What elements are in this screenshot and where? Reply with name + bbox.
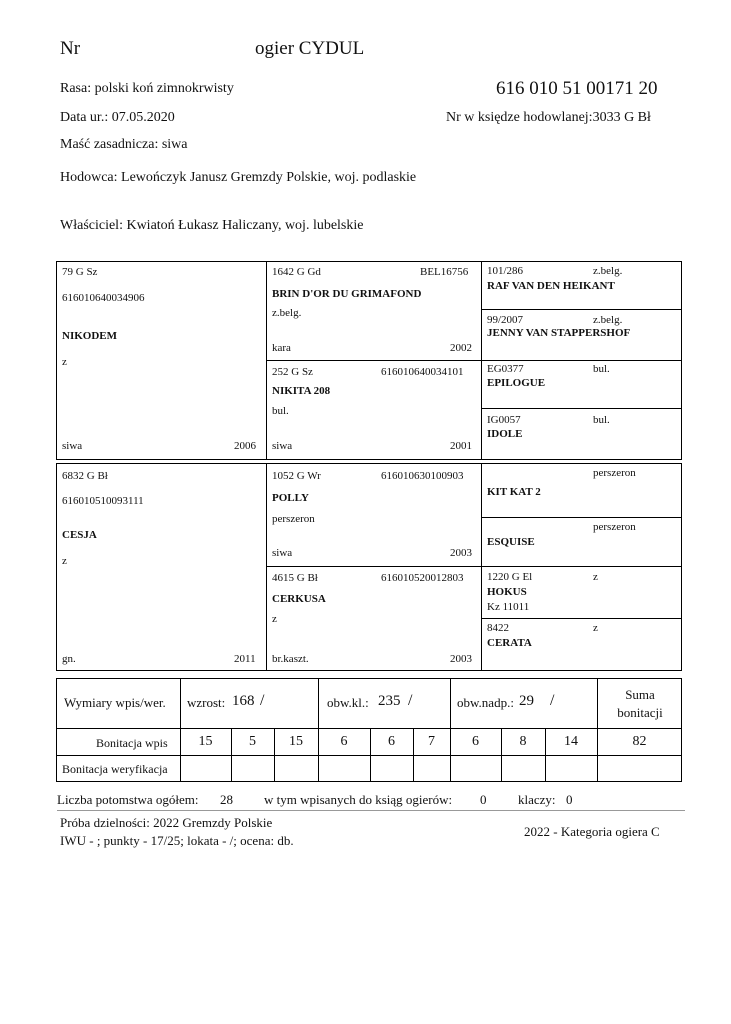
ss-color: kara <box>272 342 291 354</box>
dds-breed: z <box>593 571 598 583</box>
sum-label: Suma bonitacji <box>617 687 663 720</box>
sd-year: 2001 <box>450 440 472 452</box>
page-title: ogier CYDUL <box>255 38 365 59</box>
breeder: Hodowca: Lewończyk Janusz Gremzdy Polskie, woj. podlaskie <box>60 170 417 185</box>
dd-breed: z <box>272 613 277 625</box>
sd-color: siwa <box>272 440 293 452</box>
height-value: 168 <box>232 693 255 709</box>
stallion-category: 2022 - Kategoria ogiera C <box>524 824 660 839</box>
cannon-slash: / <box>550 692 555 709</box>
ds-breed: perszeron <box>272 513 315 525</box>
breed-line: Rasa: polski koń zimnokrwisty <box>60 81 234 96</box>
sire-year: 2006 <box>234 440 256 452</box>
sdd-code: IG0057 <box>487 414 521 426</box>
ds-color: siwa <box>272 547 293 559</box>
studbook-number: Nr w księdze hodowlanej:3033 G Bł <box>446 110 651 125</box>
owner: Właściciel: Kwiatoń Łukasz Haliczany, woj. lubelskie <box>60 218 364 233</box>
nr-label: Nr <box>60 38 81 59</box>
dam-year: 2011 <box>234 653 256 665</box>
ds-code: 1052 G Wr <box>272 470 321 482</box>
ddd-code: 8422 <box>487 622 509 634</box>
ddd-name: CERATA <box>487 637 532 649</box>
sum-value: 82 <box>632 734 647 749</box>
score-cell: 5 <box>249 734 256 749</box>
ds-ref: 616010630100903 <box>381 470 464 482</box>
offspring-stallions: 0 <box>480 792 487 807</box>
dd-code: 4615 G Bł <box>272 572 318 584</box>
score-cell: 6 <box>472 734 479 749</box>
dam-breed: z <box>62 555 67 567</box>
offspring-mares-label: klaczy: <box>518 792 556 807</box>
dss-breed: perszeron <box>593 467 636 479</box>
verification-label: Bonitacja weryfikacja <box>62 762 168 776</box>
sire-id: 616010640034906 <box>62 292 145 304</box>
ss-ref: BEL16756 <box>420 266 469 278</box>
ddd-breed: z <box>593 622 598 634</box>
height-slash: / <box>260 692 265 709</box>
dam-code: 6832 G Bł <box>62 470 108 482</box>
chest-slash: / <box>408 692 413 709</box>
dsd-breed: perszeron <box>593 521 636 533</box>
ssd-name: JENNY VAN STAPPERSHOF <box>487 327 631 339</box>
horse-number: 616 010 51 00171 20 <box>496 78 658 99</box>
offspring-total-label: Liczba potomstwa ogółem: <box>57 792 199 807</box>
sds-breed: bul. <box>593 363 610 375</box>
ssd-breed: z.belg. <box>593 314 623 326</box>
ssd-code: 99/2007 <box>487 314 524 326</box>
sd-name: NIKITA 208 <box>272 385 331 397</box>
ss-breed: z.belg. <box>272 307 302 319</box>
height-label: wzrost: <box>187 695 226 710</box>
sd-code: 252 G Sz <box>272 366 313 378</box>
dam-id: 616010510093111 <box>62 495 144 507</box>
pedigree-dam-block <box>56 463 682 671</box>
offspring-total: 28 <box>220 792 233 807</box>
dd-year: 2003 <box>450 653 472 665</box>
dd-ref: 616010520012803 <box>381 572 464 584</box>
sss-breed: z.belg. <box>593 265 623 277</box>
dds-name: HOKUS <box>487 586 527 598</box>
offspring-stallions-label: w tym wpisanych do ksiąg ogierów: <box>264 792 453 807</box>
dsd-name: ESQUISE <box>487 536 535 548</box>
sss-name: RAF VAN DEN HEIKANT <box>487 280 615 292</box>
coat-color: Maść zasadnicza: siwa <box>60 137 188 152</box>
chest-value: 235 <box>378 693 401 709</box>
sd-ref: 616010640034101 <box>381 366 464 378</box>
sire-name: NIKODEM <box>62 330 117 342</box>
measurements-label: Wymiary wpis/wer. <box>64 695 166 710</box>
ds-name: POLLY <box>272 492 309 504</box>
cannon-label: obw.nadp.: <box>457 695 514 710</box>
ss-name: BRIN D'OR DU GRIMAFOND <box>272 288 422 300</box>
dss-name: KIT KAT 2 <box>487 486 541 498</box>
divider <box>57 810 685 811</box>
offspring-mares: 0 <box>566 792 573 807</box>
score-cell: 14 <box>564 734 578 749</box>
dam-name: CESJA <box>62 529 97 541</box>
score-cell: 6 <box>388 734 395 749</box>
test-line-1: Próba dzielności: 2022 Gremzdy Polskie <box>60 815 273 830</box>
sdd-name: IDOLE <box>487 428 523 440</box>
sire-breed: z <box>62 356 67 368</box>
score-cell: 7 <box>428 734 435 749</box>
score-cell: 6 <box>340 734 348 749</box>
sds-name: EPILOGUE <box>487 377 546 389</box>
score-cell: 8 <box>519 734 527 749</box>
sire-code: 79 G Sz <box>62 266 98 278</box>
ss-year: 2002 <box>450 342 472 354</box>
sire-color: siwa <box>62 440 83 452</box>
chest-label: obw.kl.: <box>327 695 369 710</box>
score-cell: 15 <box>289 734 303 749</box>
score-cell: 15 <box>198 734 213 749</box>
scoring-label: Bonitacja wpis <box>96 736 168 750</box>
birth-date: Data ur.: 07.05.2020 <box>60 110 175 125</box>
dds-extra: Kz 11011 <box>487 601 530 613</box>
dd-color: br.kaszt. <box>272 653 309 665</box>
sdd-breed: bul. <box>593 414 610 426</box>
dds-code: 1220 G El <box>487 571 533 583</box>
ds-year: 2003 <box>450 547 472 559</box>
ss-code: 1642 G Gd <box>272 266 321 278</box>
cannon-value: 29 <box>519 693 534 709</box>
dam-color: gn. <box>62 653 76 665</box>
sss-code: 101/286 <box>487 265 524 277</box>
test-line-2: IWU - ; punkty - 17/25; lokata - /; ocena: db. <box>60 833 294 848</box>
sd-breed: bul. <box>272 405 289 417</box>
dd-name: CERKUSA <box>272 593 326 605</box>
sds-code: EG0377 <box>487 363 524 375</box>
